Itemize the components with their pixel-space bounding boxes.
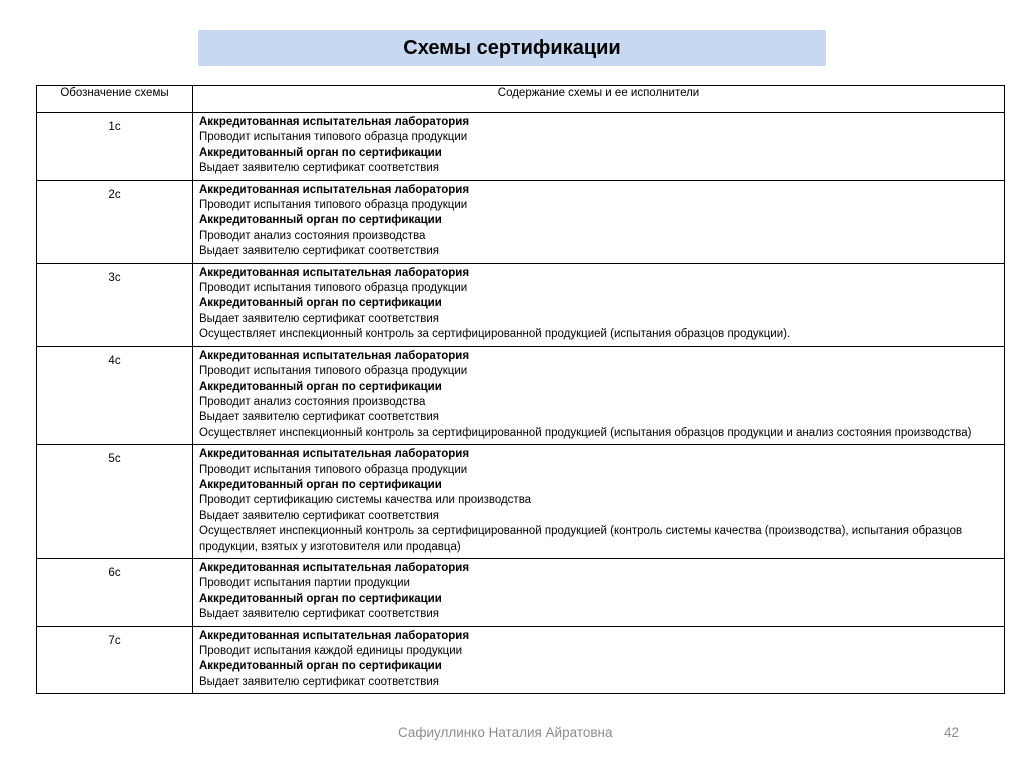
scheme-content xyxy=(193,626,1005,694)
footer-author: Сафиуллинко Наталия Айратовна xyxy=(398,725,613,740)
certification-schemes-table xyxy=(36,85,1005,694)
slide-title-box xyxy=(198,30,826,66)
performer-action: Проводит сертификацию системы качества или производства xyxy=(199,494,532,507)
performer-name: Аккредитованный орган по сертификации xyxy=(199,214,442,227)
slide-title: Схемы сертификации xyxy=(403,36,621,59)
performer-action: Проводит испытания типового образца продукции xyxy=(199,199,468,212)
performer-action: Проводит испытания типового образца продукции xyxy=(199,463,468,476)
table-header-row xyxy=(37,86,1005,113)
performer-action: Выдает заявителю сертификат соответствия xyxy=(199,608,439,621)
performer-name: Аккредитованный орган по сертификации xyxy=(199,660,442,673)
performer-name: Аккредитованный орган по сертификации xyxy=(199,297,442,310)
header-scheme-code: Обозначение схемы xyxy=(37,86,193,113)
performer-action: Выдает заявителю сертификат соответствия xyxy=(199,312,439,325)
scheme-content xyxy=(193,113,1005,181)
header-scheme-content: Содержание схемы и ее исполнители xyxy=(193,86,1005,113)
scheme-code: 5с xyxy=(37,445,193,559)
scheme-content xyxy=(193,180,1005,263)
performer-action: Проводит анализ состояния производства xyxy=(199,229,426,242)
performer-name: Аккредитованный орган по сертификации xyxy=(199,146,442,159)
performer-action: Проводит испытания типового образца продукции xyxy=(199,282,468,295)
table-row xyxy=(37,113,1005,181)
performer-action: Выдает заявителю сертификат соответствия xyxy=(199,675,439,688)
scheme-content xyxy=(193,346,1005,444)
performer-name: Аккредитованная испытательная лаборатория xyxy=(199,266,470,279)
scheme-code: 6с xyxy=(37,558,193,626)
performer-action: Выдает заявителю сертификат соответствия xyxy=(199,411,439,424)
table-row xyxy=(37,445,1005,559)
table-row xyxy=(37,558,1005,626)
table-row xyxy=(37,346,1005,444)
scheme-code: 2с xyxy=(37,180,193,263)
performer-name: Аккредитованный орган по сертификации xyxy=(199,478,442,491)
scheme-code: 1с xyxy=(37,113,193,181)
scheme-code: 7с xyxy=(37,626,193,694)
page-number: 42 xyxy=(944,725,960,740)
performer-action: Проводит испытания партии продукции xyxy=(199,577,410,590)
performer-name: Аккредитованный орган по сертификации xyxy=(199,592,442,605)
performer-name: Аккредитованная испытательная лаборатория xyxy=(199,349,470,362)
scheme-code: 4с xyxy=(37,346,193,444)
scheme-content xyxy=(193,445,1005,559)
performer-name: Аккредитованная испытательная лаборатория xyxy=(199,183,470,196)
performer-name: Аккредитованный орган по сертификации xyxy=(199,380,442,393)
scheme-code: 3с xyxy=(37,263,193,346)
performer-action: Проводит испытания типового образца продукции xyxy=(199,365,468,378)
performer-action: Осуществляет инспекционный контроль за сертифицированной продукцией (испытания образцов продукции). xyxy=(199,328,791,341)
performer-name: Аккредитованная испытательная лаборатория xyxy=(199,561,470,574)
performer-action: Осуществляет инспекционный контроль за сертифицированной продукцией (испытания образцов продукции и анализ состояния производства) xyxy=(199,426,972,439)
performer-action: Осуществляет инспекционный контроль за сертифицированной продукцией (контроль системы качества (производства), испытания образцов продукции, взятых у изготовителя или продавца) xyxy=(199,525,963,553)
table-row xyxy=(37,263,1005,346)
performer-action: Выдает заявителю сертификат соответствия xyxy=(199,162,439,175)
performer-name: Аккредитованная испытательная лаборатория xyxy=(199,629,470,642)
scheme-content xyxy=(193,263,1005,346)
performer-action: Проводит анализ состояния производства xyxy=(199,395,426,408)
performer-action: Выдает заявителю сертификат соответствия xyxy=(199,245,439,258)
performer-action: Выдает заявителю сертификат соответствия xyxy=(199,509,439,522)
scheme-content xyxy=(193,558,1005,626)
table-row xyxy=(37,180,1005,263)
table-row xyxy=(37,626,1005,694)
performer-action: Проводит испытания типового образца продукции xyxy=(199,131,468,144)
performer-action: Проводит испытания каждой единицы продукции xyxy=(199,645,463,657)
performer-name: Аккредитованная испытательная лаборатория xyxy=(199,116,470,128)
performer-name: Аккредитованная испытательная лаборатория xyxy=(199,448,470,461)
